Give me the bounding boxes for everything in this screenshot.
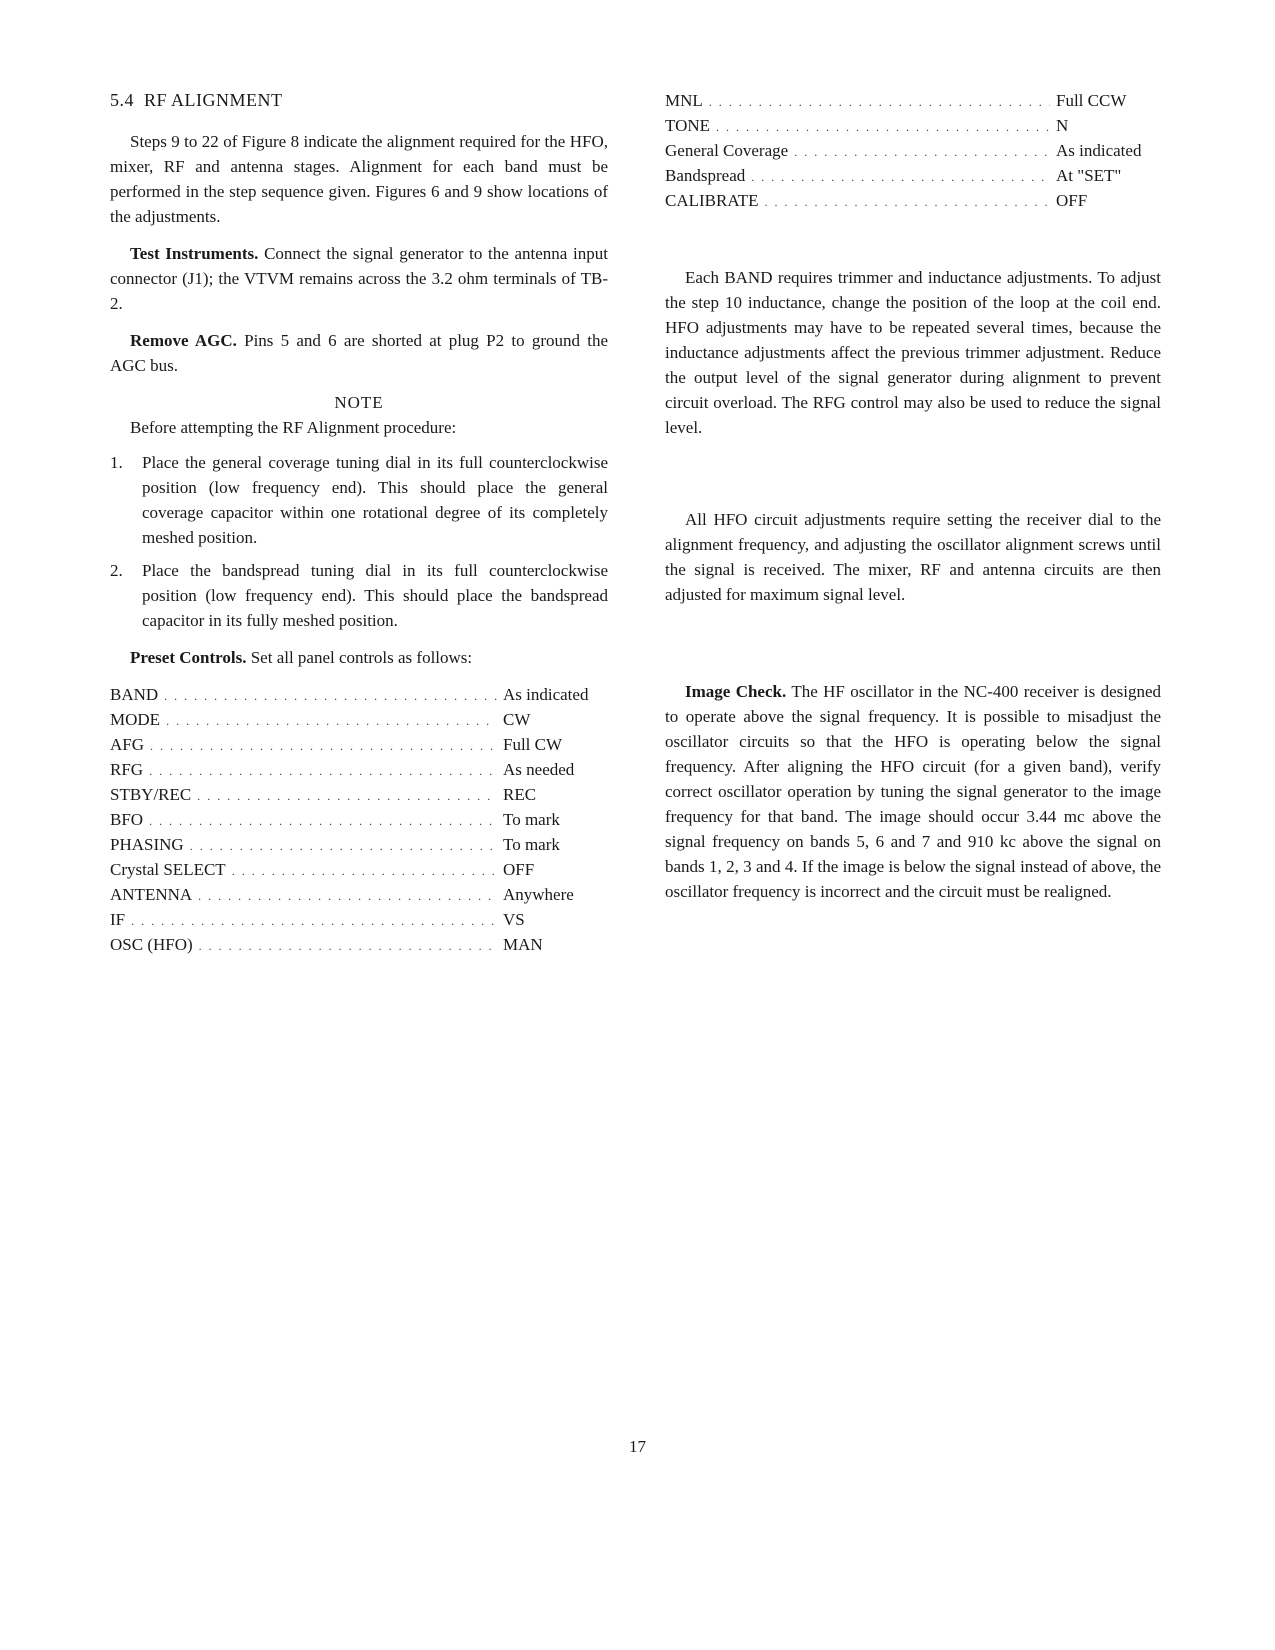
leader-dots	[164, 682, 497, 709]
step-number: 1.	[110, 453, 123, 472]
control-value: OFF	[1056, 191, 1088, 210]
section-title: RF ALIGNMENT	[144, 90, 283, 110]
leader-dots	[709, 88, 1050, 115]
note-title: NOTE	[334, 393, 384, 412]
leader-dots	[149, 807, 497, 834]
control-row	[665, 163, 1161, 188]
test-instruments-lead: Test Instruments.	[130, 244, 259, 263]
leader-dots	[716, 113, 1050, 140]
control-row	[110, 907, 608, 932]
control-row	[665, 138, 1161, 163]
control-value: At "SET"	[1056, 166, 1122, 185]
control-value: Full CW	[503, 735, 563, 754]
control-row	[110, 782, 608, 807]
note-step	[110, 450, 608, 550]
control-row	[110, 857, 608, 882]
control-row	[665, 188, 1161, 213]
control-row	[110, 807, 608, 832]
hfo-adjust-paragraph: All HFO circuit adjustments require setting the receiver dial to the alignment frequency, and adjusting the oscillator alignment screws until the signal is received. The mixer, RF and antenna circuits are then adjusted for maximum signal level.	[665, 510, 1161, 604]
preset-controls-text: Set all panel controls as follows:	[250, 648, 473, 667]
control-name: AFG	[110, 735, 145, 754]
note-step	[110, 558, 608, 633]
leader-dots	[751, 163, 1050, 190]
spacer	[665, 213, 1161, 265]
leader-dots	[166, 707, 497, 734]
right-column	[665, 88, 1161, 916]
control-name: PHASING	[110, 835, 184, 854]
note-steps	[110, 450, 608, 633]
control-value: OFF	[503, 860, 535, 879]
control-row	[110, 832, 608, 857]
control-row	[110, 932, 608, 957]
leader-dots	[150, 732, 497, 759]
leader-dots	[198, 882, 497, 909]
control-value: REC	[503, 785, 537, 804]
leader-dots	[197, 782, 497, 809]
test-instruments-text: Connect the signal generator to the antenna input connector (J1); the VTVM remains across the 3.2 ohm terminals of TB-2.	[110, 244, 609, 313]
leader-dots	[190, 832, 497, 859]
left-column	[110, 88, 608, 957]
image-check-text: The HF oscillator in the NC-400 receiver is designed to operate above the signal frequency. It is possible to misadjust the oscillator circuits so that the HFO is operating below the signal frequency. After aligning the HFO circuit (for a given band), verify correct oscillator operation by tuning the signal generator to the image frequency for that band. The image should occur 3.44 mc above the signal frequency on bands 5, 6 and 7 and 910 kc above the signal on bands 1, 2, 3 and 4. If the image is below the signal instead of above, the oscillator frequency is incorrect and the circuit must be realigned.	[665, 682, 1161, 901]
section-number: 5.4	[110, 90, 134, 110]
leader-dots	[149, 757, 497, 784]
test-instruments-paragraph	[110, 241, 608, 316]
control-name: MODE	[110, 710, 161, 729]
leader-dots	[232, 857, 497, 884]
remove-agc-paragraph	[110, 328, 608, 378]
control-value: N	[1056, 116, 1069, 135]
leader-dots	[765, 188, 1051, 215]
control-row	[665, 88, 1161, 113]
leader-dots	[131, 907, 497, 934]
control-name: OSC (HFO)	[110, 935, 193, 954]
spacer	[665, 619, 1161, 679]
control-value: To mark	[503, 835, 560, 854]
intro-paragraph: Steps 9 to 22 of Figure 8 indicate the alignment required for the HFO, mixer, RF and antenna stages. Alignment for each band must be performed in the step sequence given. Figures 6 and 9 show locations of the adjustments.	[110, 132, 608, 226]
preset-controls-lead: Preset Controls.	[130, 648, 247, 667]
control-name: Bandspread	[665, 166, 746, 185]
control-name: CALIBRATE	[665, 191, 759, 210]
leader-dots	[794, 138, 1050, 165]
image-check-lead: Image Check.	[685, 682, 787, 701]
control-value: Anywhere	[503, 885, 574, 904]
leader-dots	[199, 932, 497, 959]
control-name: IF	[110, 910, 126, 929]
control-name: ANTENNA	[110, 885, 193, 904]
control-row	[110, 757, 608, 782]
control-row	[110, 707, 608, 732]
note-intro: Before attempting the RF Alignment procedure:	[130, 418, 457, 437]
section-heading	[110, 88, 608, 113]
remove-agc-text: Pins 5 and 6 are shorted at plug P2 to ground the AGC bus.	[110, 331, 608, 375]
band-adjust-paragraph: Each BAND requires trimmer and inductance adjustments. To adjust the step 10 inductance, change the position of the loop at the coil end. HFO adjustments may have to be repeated several times, because the inductance adjustments affect the previous trimmer adjustment. Reduce the output level of the signal generator during alignment to prevent circuit overload. The RFG control may also be used to reduce the signal level.	[665, 268, 1161, 437]
control-value: To mark	[503, 810, 560, 829]
image-check-paragraph	[665, 679, 1161, 904]
control-value: VS	[503, 910, 525, 929]
control-name: TONE	[665, 116, 711, 135]
control-value: MAN	[503, 935, 543, 954]
left-controls-list	[110, 682, 608, 957]
control-name: STBY/REC	[110, 785, 192, 804]
control-name: MNL	[665, 91, 703, 110]
control-value: As indicated	[1056, 141, 1142, 160]
step-text: Place the bandspread tuning dial in its full counterclockwise position (low frequency end). This should place the bandspread capacitor in its fully meshed position.	[142, 561, 608, 630]
step-number: 2.	[110, 561, 123, 580]
control-name: Crystal SELECT	[110, 860, 226, 879]
control-row	[110, 882, 608, 907]
preset-controls-paragraph	[110, 645, 608, 670]
control-value: As indicated	[503, 685, 589, 704]
control-row	[665, 113, 1161, 138]
control-value: As needed	[503, 760, 575, 779]
control-row	[110, 732, 608, 757]
control-name: BFO	[110, 810, 144, 829]
control-value: CW	[503, 710, 531, 729]
remove-agc-lead: Remove AGC.	[130, 331, 237, 350]
right-controls-list	[665, 88, 1161, 213]
step-text: Place the general coverage tuning dial in its full counterclockwise position (low frequency end). This should place the general coverage capacitor within one rotational degree of its completely meshed position.	[142, 453, 608, 547]
control-name: RFG	[110, 760, 144, 779]
control-row	[110, 682, 608, 707]
page-number: 17	[629, 1437, 646, 1456]
control-name: BAND	[110, 685, 159, 704]
spacer	[665, 452, 1161, 507]
control-value: Full CCW	[1056, 91, 1127, 110]
control-name: General Coverage	[665, 141, 789, 160]
